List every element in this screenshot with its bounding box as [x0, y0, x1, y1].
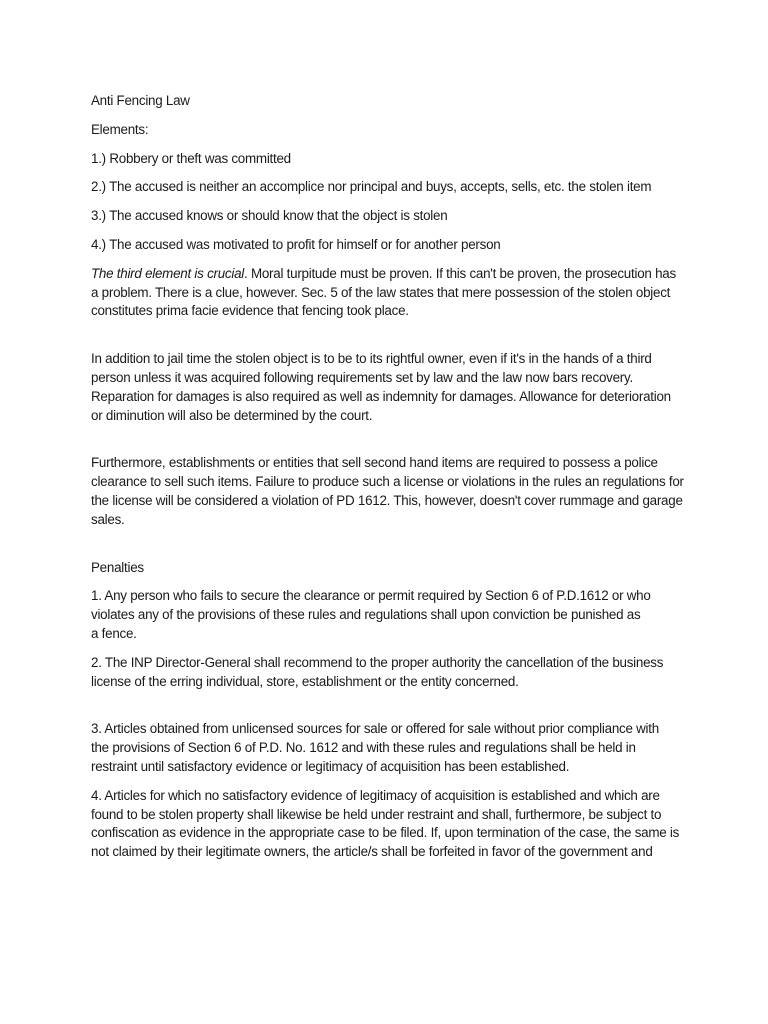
penalty-item-2 — [91, 654, 691, 692]
crucial-rest: . Moral turpitude must be proven. If this can't be proven, the prosecution has — [244, 265, 676, 281]
element-item: 2.) The accused is neither an accomplice nor principal and buys, accepts, sells, etc. the stolen item — [91, 179, 652, 195]
paragraph-line: restraint until satisfactory evidence or legitimacy of acquisition has been established. — [91, 758, 570, 774]
paragraph-line: violates any of the provisions of these rules and regulations shall upon conviction be punished as — [91, 607, 641, 623]
paragraph-line: person unless it was acquired following requirements set by law and the law now bars recovery. — [91, 369, 633, 385]
penalty-item-4 — [91, 787, 691, 862]
elements-heading: Elements: — [91, 121, 149, 137]
paragraph-line: Reparation for damages is also required as well as indemnity for damages. Allowance for deterioration — [91, 388, 671, 404]
penalty-item-1 — [91, 587, 691, 643]
document-title: Anti Fencing Law — [91, 93, 190, 108]
paragraph-line: confiscation as evidence in the appropriate case to be filed. If, upon termination of the case, the same is — [91, 825, 680, 841]
paragraph-line: 3. Articles obtained from unlicensed sources for sale or offered for sale without prior compliance with — [91, 721, 659, 737]
element-item: 1.) Robbery or theft was committed — [91, 150, 291, 166]
penalties-heading: Penalties — [91, 559, 144, 575]
paragraph-line: the license will be considered a violation of PD 1612. This, however, doesn't cover rummage and garage — [91, 492, 683, 508]
paragraph-line: license of the erring individual, store, establishment or the entity concerned. — [91, 673, 519, 689]
paragraph-line: or diminution will also be determined by the court. — [91, 407, 373, 423]
paragraph-line: 2. The INP Director-General shall recommend to the proper authority the cancellation of the business — [91, 654, 664, 670]
crucial-line: a problem. There is a clue, however. Sec. 5 of the law states that mere possession of the stolen object — [91, 284, 671, 300]
crucial-paragraph — [91, 265, 691, 321]
paragraph-line: clearance to sell such items. Failure to produce such a license or violations in the rules an regulations for — [91, 474, 684, 490]
element-item: 4.) The accused was motivated to profit for himself or for another person — [91, 236, 501, 252]
element-item: 3.) The accused knows or should know that the object is stolen — [91, 208, 448, 224]
document-body — [91, 92, 691, 872]
reparation-paragraph — [91, 350, 691, 425]
paragraph-line: 4. Articles for which no satisfactory evidence of legitimacy of acquisition is established and which are — [91, 787, 660, 803]
paragraph-line: not claimed by their legitimate owners, the article/s shall be forfeited in favor of the government and — [91, 844, 653, 860]
paragraph-line: a fence. — [91, 625, 137, 641]
crucial-emphasis: The third element is crucial — [91, 265, 245, 281]
crucial-line — [91, 265, 691, 284]
paragraph-line: sales. — [91, 511, 125, 527]
paragraph-line: 1. Any person who fails to secure the clearance or permit required by Section 6 of P.D.1612 or who — [91, 588, 651, 604]
paragraph-line: found to be stolen property shall likewise be held under restraint and shall, furthermore, be subject to — [91, 806, 662, 822]
paragraph-line: Furthermore, establishments or entities that sell second hand items are required to possess a police — [91, 455, 658, 471]
paragraph-line: In addition to jail time the stolen object is to be to its rightful owner, even if it's in the hands of a third — [91, 351, 652, 367]
penalty-item-3 — [91, 720, 691, 776]
paragraph-line: the provisions of Section 6 of P.D. No. 1612 and with these rules and regulations shall be held in — [91, 740, 636, 756]
crucial-line: constitutes prima facie evidence that fencing took place. — [91, 303, 409, 319]
clearance-paragraph — [91, 454, 691, 529]
